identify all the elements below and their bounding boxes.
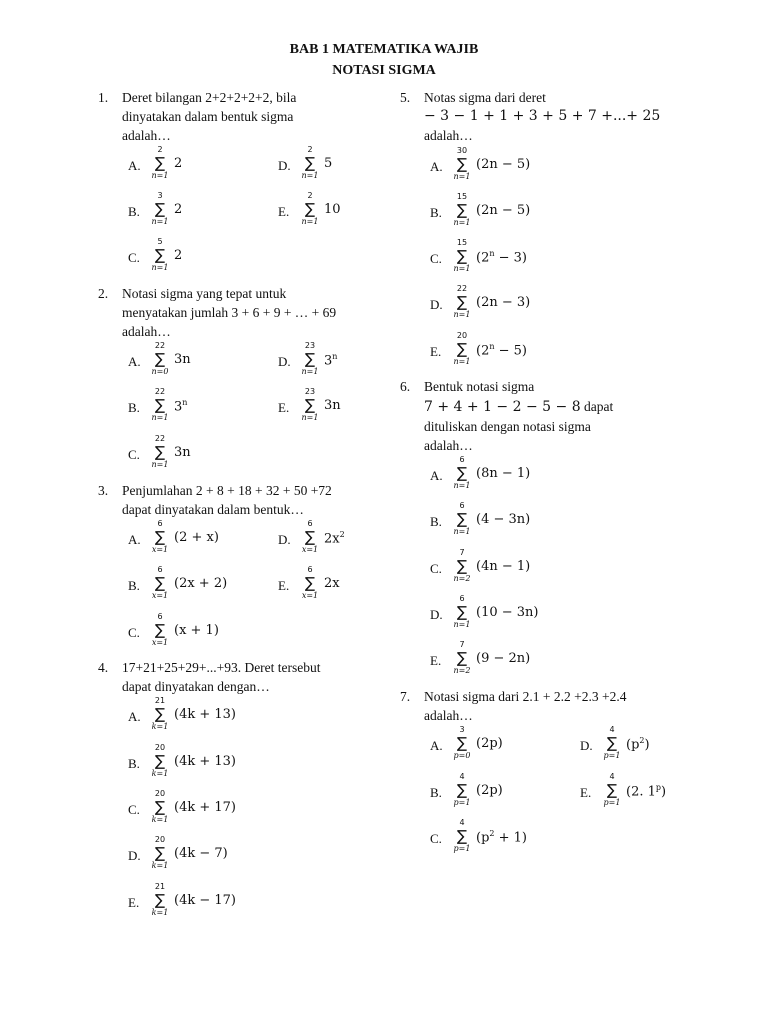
question-math: − 3 − 1 + 1 + 3 + 5 + 7 +...+ 25 bbox=[424, 108, 661, 124]
option-expression: 3$^n$ bbox=[324, 352, 338, 369]
question-text: adalah… bbox=[424, 128, 473, 143]
question-number: 5. bbox=[400, 90, 411, 105]
page-title: BAB 1 MATEMATIKA WAJIB bbox=[289, 42, 479, 57]
sigma-symbol: 15 ∑ n=1 bbox=[453, 238, 471, 273]
option-label: A. bbox=[430, 738, 443, 753]
sigma-symbol: 4 ∑ p=1 bbox=[453, 772, 471, 807]
page-subtitle: NOTASI SIGMA bbox=[332, 63, 436, 78]
option-label: C. bbox=[430, 561, 442, 576]
option-expression: (4k − 7) bbox=[174, 846, 228, 861]
question-text: menyatakan jumlah 3 + 6 + 9 + … + 69 bbox=[122, 305, 337, 320]
option-expression: (2x + 2) bbox=[174, 576, 228, 591]
option-expression: 3n bbox=[174, 445, 191, 460]
option-label: A. bbox=[128, 158, 141, 173]
option-expression: (2p) bbox=[476, 736, 503, 751]
sigma-symbol: 6 ∑ x=1 bbox=[151, 612, 169, 647]
question-text: 17+21+25+29+...+93. Deret tersebut bbox=[122, 660, 321, 675]
sigma-symbol: 6 ∑ n=1 bbox=[453, 594, 471, 629]
option-expression: $(2^n - 3)$ bbox=[476, 249, 527, 266]
option-expression: 2x bbox=[324, 576, 340, 591]
question-text: adalah… bbox=[122, 128, 171, 143]
question-number: 2. bbox=[98, 286, 109, 301]
option-label: D. bbox=[430, 607, 443, 622]
option-expression: (2n − 5) bbox=[476, 203, 531, 218]
option-label: B. bbox=[128, 400, 140, 415]
option-label: C. bbox=[128, 625, 140, 640]
option-label: A. bbox=[430, 468, 443, 483]
question-number: 7. bbox=[400, 689, 411, 704]
option-expression: 10 bbox=[324, 202, 341, 217]
option-label: C. bbox=[128, 250, 140, 265]
option-expression: (x + 1) bbox=[174, 623, 219, 638]
question-text: dapat dinyatakan dengan… bbox=[122, 679, 270, 694]
question-number: 6. bbox=[400, 379, 411, 394]
option-expression: (2 + x) bbox=[174, 530, 219, 545]
sigma-symbol: 30 ∑ n=1 bbox=[453, 146, 471, 181]
sigma-symbol: 3 ∑ p=0 bbox=[453, 725, 471, 760]
option-label: B. bbox=[128, 204, 140, 219]
option-label: C. bbox=[430, 831, 442, 846]
sigma-symbol: 6 ∑ x=1 bbox=[151, 519, 169, 554]
question-text: adalah… bbox=[424, 438, 473, 453]
question-text: Notasi sigma dari 2.1 + 2.2 +2.3 +2.4 bbox=[424, 689, 627, 704]
option-expression: 2 bbox=[174, 248, 183, 263]
sigma-symbol: 23 ∑ n=1 bbox=[301, 387, 319, 422]
sigma-symbol: 2 ∑ n=1 bbox=[151, 145, 169, 180]
option-label: A. bbox=[430, 159, 443, 174]
question-text: dapat dinyatakan dalam bentuk… bbox=[122, 502, 304, 517]
sigma-symbol: 6 ∑ n=1 bbox=[453, 455, 471, 490]
question-text: Deret bilangan 2+2+2+2+2, bila bbox=[122, 90, 297, 105]
option-label: E. bbox=[430, 344, 442, 359]
option-label: E. bbox=[278, 204, 290, 219]
option-label: D. bbox=[430, 297, 443, 312]
option-label: B. bbox=[430, 785, 442, 800]
option-expression: (4k + 13) bbox=[174, 707, 236, 722]
sigma-symbol: 2 ∑ n=1 bbox=[301, 191, 319, 226]
option-expression: (10 − 3n) bbox=[476, 605, 539, 620]
sigma-symbol: 22 ∑ n=1 bbox=[151, 434, 169, 469]
sigma-symbol: 4 ∑ p=1 bbox=[453, 818, 471, 853]
sigma-symbol: 15 ∑ n=1 bbox=[453, 192, 471, 227]
option-label: D. bbox=[278, 532, 291, 547]
option-label: D. bbox=[278, 158, 291, 173]
option-label: A. bbox=[128, 532, 141, 547]
sigma-symbol: 6 ∑ n=1 bbox=[453, 501, 471, 536]
question-text: adalah… bbox=[424, 708, 473, 723]
option-label: E. bbox=[278, 578, 290, 593]
option-label: A. bbox=[128, 354, 141, 369]
question-text: dapat bbox=[580, 399, 614, 414]
option-expression: 3n bbox=[324, 398, 341, 413]
option-expression: 2 bbox=[174, 156, 183, 171]
option-expression: $(2^n - 5)$ bbox=[476, 342, 527, 359]
option-label: B. bbox=[430, 205, 442, 220]
option-expression: (2p) bbox=[476, 783, 503, 798]
sigma-symbol: 21 ∑ k=1 bbox=[151, 696, 169, 731]
option-expression: $2x^2$ bbox=[324, 530, 345, 547]
option-expression: $(p^2 + 1)$ bbox=[476, 829, 527, 846]
question-number: 1. bbox=[98, 90, 109, 105]
option-expression: (4n − 1) bbox=[476, 559, 531, 574]
option-expression: 2 bbox=[174, 202, 183, 217]
sigma-symbol: 20 ∑ k=1 bbox=[151, 789, 169, 824]
sigma-symbol: 21 ∑ k=1 bbox=[151, 882, 169, 917]
option-expression: 3n bbox=[174, 352, 191, 367]
option-expression: 3$^n$ bbox=[174, 398, 188, 415]
option-label: D. bbox=[580, 738, 593, 753]
option-expression: (4 − 3n) bbox=[476, 512, 531, 527]
sigma-symbol: 3 ∑ n=1 bbox=[151, 191, 169, 226]
sigma-symbol: 5 ∑ n=1 bbox=[151, 237, 169, 272]
sigma-symbol: 20 ∑ n=1 bbox=[453, 331, 471, 366]
sigma-symbol: 6 ∑ x=1 bbox=[301, 519, 319, 554]
option-label: C. bbox=[128, 802, 140, 817]
option-label: E. bbox=[128, 895, 140, 910]
sigma-symbol: 6 ∑ x=1 bbox=[151, 565, 169, 600]
sigma-symbol: 22 ∑ n=1 bbox=[453, 284, 471, 319]
question-number: 4. bbox=[98, 660, 109, 675]
question-text: adalah… bbox=[122, 324, 171, 339]
option-label: E. bbox=[278, 400, 290, 415]
option-expression: (2n − 5) bbox=[476, 157, 531, 172]
question-number: 3. bbox=[98, 483, 109, 498]
option-expression: (2. 1$^p$) bbox=[626, 783, 667, 800]
option-expression: (4k + 17) bbox=[174, 800, 236, 815]
option-label: D. bbox=[128, 848, 141, 863]
sigma-symbol: 6 ∑ x=1 bbox=[301, 565, 319, 600]
option-label: C. bbox=[128, 447, 140, 462]
option-label: E. bbox=[430, 653, 442, 668]
option-expression: (4k + 13) bbox=[174, 754, 236, 769]
option-label: A. bbox=[128, 709, 141, 724]
option-expression: 5 bbox=[324, 156, 333, 171]
sigma-symbol: 20 ∑ k=1 bbox=[151, 743, 169, 778]
sigma-symbol: 2 ∑ n=1 bbox=[301, 145, 319, 180]
option-label: D. bbox=[278, 354, 291, 369]
sigma-symbol: 4 ∑ p=1 bbox=[603, 772, 621, 807]
option-expression: $(p^2)$ bbox=[626, 736, 650, 753]
option-label: B. bbox=[128, 578, 140, 593]
question-text: dituliskan dengan notasi sigma bbox=[424, 419, 591, 434]
option-label: C. bbox=[430, 251, 442, 266]
question-text: Notasi sigma yang tepat untuk bbox=[122, 286, 287, 301]
sigma-symbol: 4 ∑ p=1 bbox=[603, 725, 621, 760]
question-text: dinyatakan dalam bentuk sigma bbox=[122, 109, 294, 124]
sigma-symbol: 22 ∑ n=0 bbox=[151, 341, 169, 376]
question-math: 7 + 4 + 1 − 2 − 5 − 8 bbox=[424, 399, 581, 415]
sigma-symbol: 7 ∑ n=2 bbox=[453, 548, 471, 583]
sigma-symbol: 22 ∑ n=1 bbox=[151, 387, 169, 422]
option-expression: (8n − 1) bbox=[476, 466, 531, 481]
option-expression: (4k − 17) bbox=[174, 893, 236, 908]
sigma-symbol: 23 ∑ n=1 bbox=[301, 341, 319, 376]
question-text: Penjumlahan 2 + 8 + 18 + 32 + 50 +72 bbox=[122, 483, 332, 498]
question-text: Notas sigma dari deret bbox=[424, 90, 546, 105]
question-math-line bbox=[424, 397, 613, 417]
option-expression: (9 − 2n) bbox=[476, 651, 531, 666]
sigma-symbol: 20 ∑ k=1 bbox=[151, 835, 169, 870]
option-label: E. bbox=[580, 785, 592, 800]
sigma-symbol: 7 ∑ n=2 bbox=[453, 640, 471, 675]
question-text: Bentuk notasi sigma bbox=[424, 379, 535, 394]
option-label: B. bbox=[128, 756, 140, 771]
option-label: B. bbox=[430, 514, 442, 529]
option-expression: (2n − 3) bbox=[476, 295, 531, 310]
